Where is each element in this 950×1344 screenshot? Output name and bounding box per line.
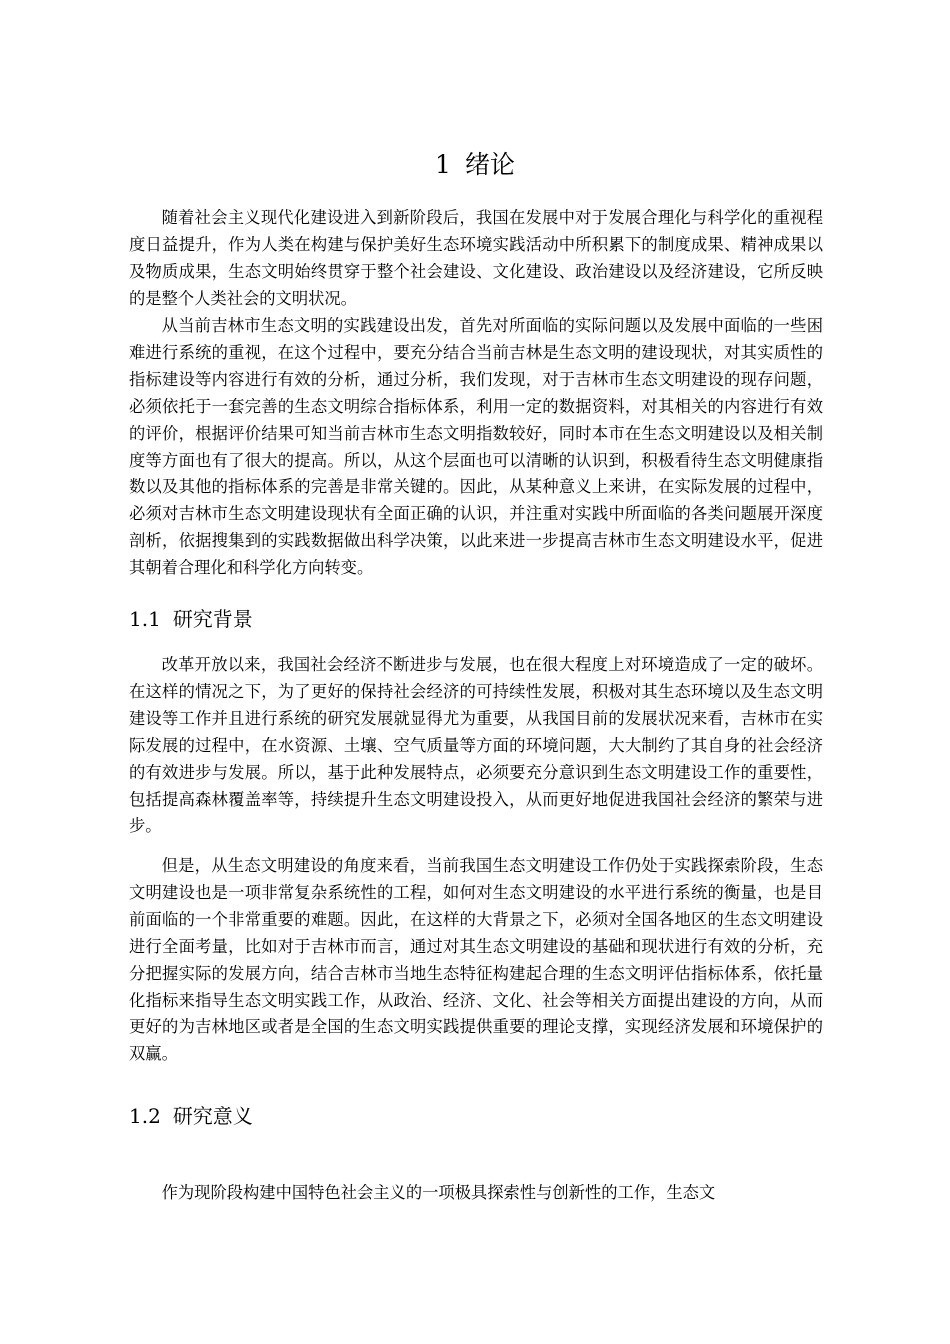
chapter-title-text: 绪论	[464, 150, 515, 179]
chapter-title	[0, 150, 950, 180]
intro-paragraph-2: 从当前吉林市生态文明的实践建设出发，首先对所面临的实际问题以及发展中面临的一些困难进行系统的重视，在这个过程中，要充分结合当前吉林是生态文明的建设现状，对其实质性的指标建设等内容进行有效的分析，通过分析，我们发现，对于吉林市生态文明建设的现存问题，必须依托于一套完善的生态文明综合指标体系，利用一定的数据资料，对其相关的内容进行有效的评价，根据评价结果可知当前吉林市生态文明指数较好，同时本市在生态文明建设以及相关制度等方面也有了很大的提高。所以，从这个层面也可以清晰的认识到，积极看待生态文明健康指数以及其他的指标体系的完善是非常关键的。因此，从某种意义上来讲，在实际发展的过程中，必须对吉林市生态文明建设现状有全面正确的认识，并注重对实践中所面临的各类问题展开深度剖析，依据搜集到的实践数据做出科学决策，以此来进一步提高吉林市生态文明建设水平，促进其朝着合理化和科学化方向转变。	[129, 316, 823, 578]
section-title-text: 研究意义	[172, 1104, 253, 1128]
chapter-number: 1	[435, 150, 451, 179]
section-1-1-paragraph-2: 但是，从生态文明建设的角度来看，当前我国生态文明建设工作仍处于实践探索阶段，生态文明建设也是一项非常复杂系统性的工程，如何对生态文明建设的水平进行系统的衡量，也是目前面临的一个非常重要的难题。因此，在这样的大背景之下，必须对全国各地区的生态文明建设进行全面考量，比如对于吉林市而言，通过对其生态文明建设的基础和现状进行有效的分析，充分把握实际的发展方向，结合吉林市当地生态特征构建起合理的生态文明评估指标体系，依托量化指标来指导生态文明实践工作，从政治、经济、文化、社会等相关方面提出建设的方向，从而更好的为吉林地区或者是全国的生态文明实践提供重要的理论支撑，实现经济发展和环境保护的双赢。	[129, 856, 823, 1064]
intro-paragraph-1: 随着社会主义现代化建设进入到新阶段后，我国在发展中对于发展合理化与科学化的重视程度日益提升，作为人类在构建与保护美好生态环境实践活动中所积累下的制度成果、精神成果以及物质成果，生态文明始终贯穿于整个社会建设、文化建设、政治建设以及经济建设，它所反映的是整个人类社会的文明状况。	[129, 208, 823, 308]
section-number: 1.1	[129, 607, 161, 631]
section-1-2-paragraph-1: 作为现阶段构建中国特色社会主义的一项极具探索性与创新性的工作，生态文	[161, 1183, 716, 1202]
section-1-1-paragraph-1: 改革开放以来，我国社会经济不断进步与发展，也在很大程度上对环境造成了一定的破坏。在这样的情况之下，为了更好的保持社会经济的可持续性发展，积极对其生态环境以及生态文明建设等工作并且进行系统的研究发展就显得尤为重要，从我国目前的发展状况来看，吉林市在实际发展的过程中，在水资源、土壤、空气质量等方面的环境问题，大大制约了其自身的社会经济的有效进步与发展。所以，基于此种发展特点，必须要充分意识到生态文明建设工作的重要性，包括提高森林覆盖率等，持续提升生态文明建设投入，从而更好地促进我国社会经济的繁荣与进步。	[129, 655, 823, 836]
section-heading-1-1	[129, 606, 253, 632]
section-title-text: 研究背景	[172, 607, 253, 631]
section-heading-1-2	[129, 1103, 253, 1129]
section-number: 1.2	[129, 1104, 161, 1128]
